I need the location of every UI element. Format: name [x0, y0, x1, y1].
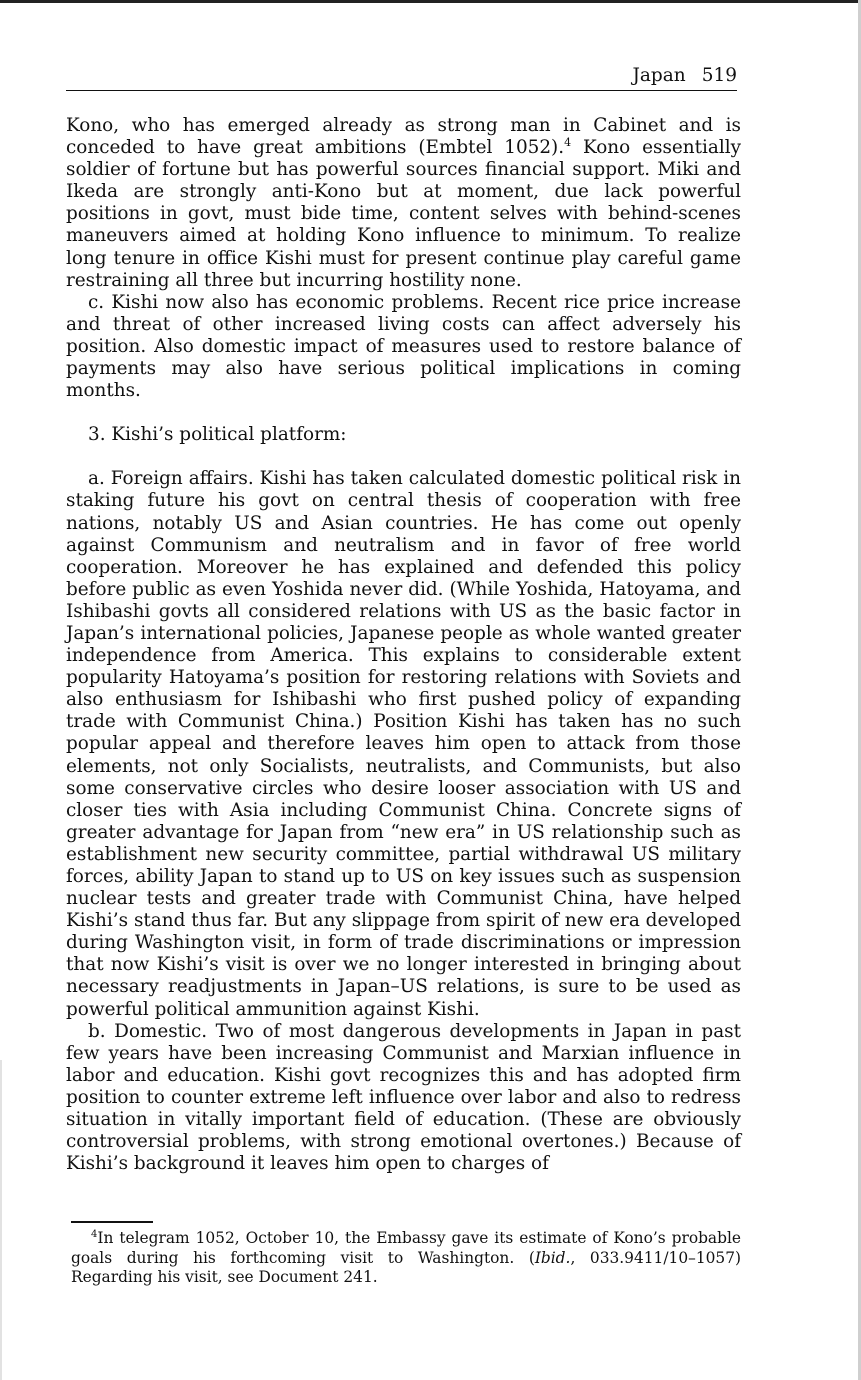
- section-heading-platform: 3. Kishi’s political platform:: [88, 424, 347, 446]
- page-number: 519: [701, 65, 737, 86]
- section-title: Japan: [632, 65, 686, 86]
- page-edge-shadow-left: [0, 1060, 2, 1380]
- paragraph-kono-text: Kono, who has emerged already as strong man in Cabinet and is conceded to have great ambitions (Embtel 1052).: [66, 115, 741, 159]
- paragraph-kono-continued: Kono essentially soldier of fortune but has powerful sources financial support. Miki and Ikeda are strongly anti-Kono but at moment, due lack powerful positions in govt, must bide time, content selves with behind-scenes maneuvers aimed at holding Kono influence to minimum. To realize long tenure in office Kishi must for present continue play careful game restraining all three but incurring hostility none.: [66, 137, 741, 291]
- paragraph-foreign-affairs: a. Foreign affairs. Kishi has taken calculated domestic political risk in staking future his govt on central thesis of cooperation with free nations, notably US and Asian countries. He has come out openly against Communism and neutralism and in favor of free world cooperation. Moreover he has explained and defended this policy before public as even Yoshida never did. (While Yoshida, Hatoyama, and Ishibashi govts all considered relations with US as the basic factor in Japan’s international policies, Japanese people as whole wanted greater independence from America. This explains to considerable extent popularity Hatoyama’s position for restoring relations with Soviets and also enthusiasm for Ishibashi who first pushed policy of expanding trade with Communist China.) Position Kishi has taken has no such popular appeal and therefore leaves him open to attack from those elements, not only Socialists, neutralists, and Communists, but also some conservative circles who desire looser association with US and closer ties with Asia including Communist China. Concrete signs of greater advantage for Japan from “new era” in US relationship such as establishment new security committee, partial withdrawal US military forces, ability Japan to stand up to US on key issues such as suspension nuclear tests and greater trade with Communist China, have helped Kishi’s stand thus far. But any slippage from spirit of new era developed during Washington visit, in form of trade discriminations or impression that now Kishi’s visit is over we no longer interested in bringing about necessary readjustments in Japan–US relations, is sure to be used as powerful political ammunition against Kishi.: [66, 468, 741, 1020]
- body-text: [66, 115, 741, 1175]
- footnote-separator: [71, 1221, 153, 1223]
- running-header: [66, 64, 737, 91]
- paragraph-domestic: b. Domestic. Two of most dangerous developments in Japan in past few years have been increasing Communist and Marxian influence in labor and education. Kishi govt recognizes this and has adopted firm position to counter extreme left influence over labor and also to redress situation in vitally important field of education. (These are obviously controversial problems, with strong emotional overtones.) Because of Kishi’s background it leaves him open to charges of: [66, 1020, 741, 1175]
- footnote-text-continued: , 033.9411/10–1057) Regarding his visit, see Document 241.: [71, 1248, 741, 1286]
- footnote-mark: 4: [91, 1228, 98, 1240]
- footnote-reference[interactable]: 4: [564, 135, 572, 149]
- footnote-ibid: Ibid.: [534, 1248, 571, 1267]
- paragraph-kono: [66, 115, 741, 292]
- footnote: [71, 1229, 741, 1288]
- paragraph-economic-problems: c. Kishi now also has economic problems. Recent rice price increase and threat of other increased living costs can affect adversely his position. Also domestic impact of measures used to restore balance of payments may also have serious political implications in coming months.: [66, 291, 741, 402]
- footnote-text: In telegram 1052, October 10, the Embassy gave its estimate of Kono’s probable goals during his forthcoming visit to Washington. (: [71, 1229, 741, 1267]
- top-border-rule: [0, 0, 861, 3]
- footnote-4: [71, 1229, 741, 1288]
